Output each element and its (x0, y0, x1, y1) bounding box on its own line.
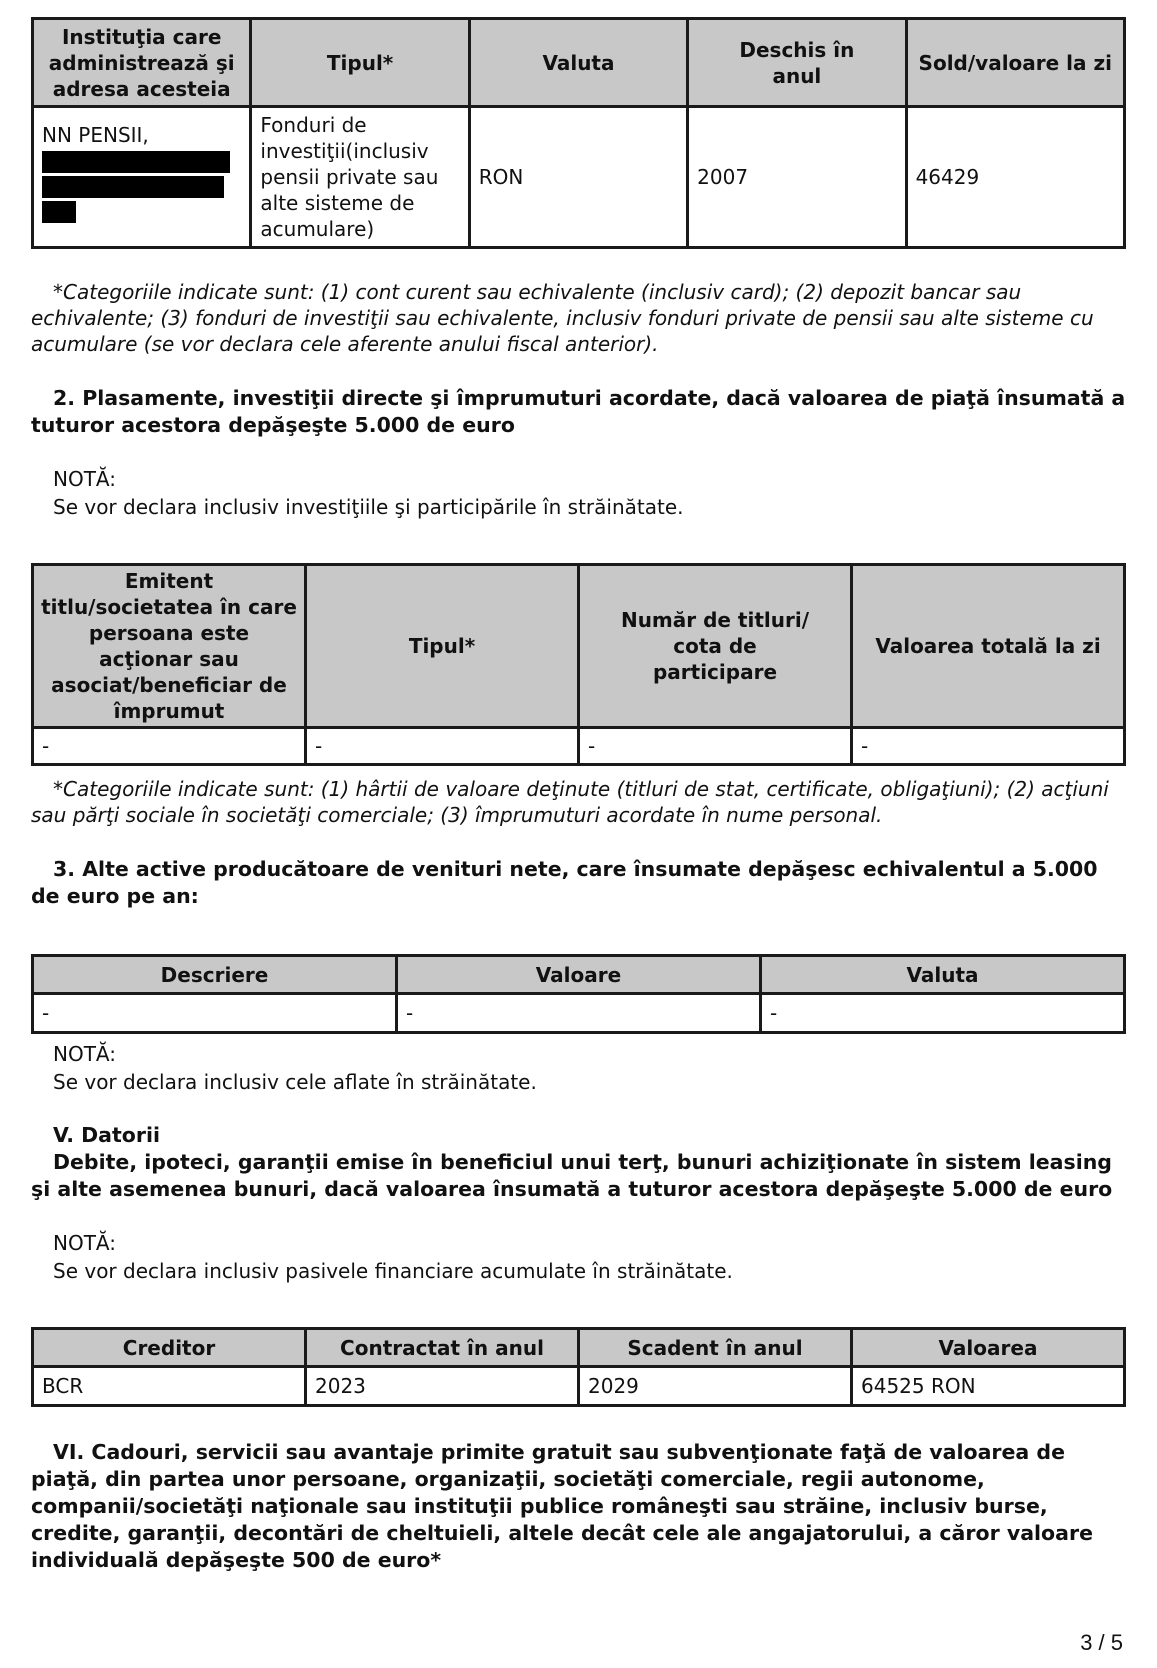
col-opened: Deschis în anul (688, 19, 906, 107)
col-amount: Valoarea (852, 1329, 1125, 1367)
note-label: NOTĂ: (53, 467, 116, 491)
note-text: Se vor declara inclusiv cele aflate în străinătate. (53, 1070, 537, 1094)
cell: - (33, 994, 397, 1033)
cell: - (306, 728, 579, 765)
section-5-heading: Debite, ipoteci, garanţii emise în beneficiul unui terţ, bunuri achiziţionate în sistem leasing şi alte asemenea bunuri, dacă valoarea însumată a tuturor acestora depăşeşte 5.000 de euro (31, 1150, 1113, 1201)
cell: - (761, 994, 1125, 1033)
cell: - (852, 728, 1125, 765)
col-creditor: Creditor (33, 1329, 306, 1367)
cell-amount: 64525 RON (852, 1367, 1125, 1406)
cell-creditor: BCR (33, 1367, 306, 1406)
page-number: 3 / 5 (1080, 1630, 1123, 1655)
footnote-categories-1: *Categoriile indicate sunt: (1) cont curent sau echivalente (inclusiv card); (2) depozit bancar sau echivalente; (3) fonduri de investiţii sau echivalente, inclusiv fonduri private de pensii sau alte sisteme cu acumulare (se vor declara cele aferente anului fiscal anterior). (31, 280, 1094, 356)
other-assets-table (31, 954, 1126, 1034)
col-balance: Sold/valoare la zi (906, 19, 1124, 107)
cell-institution (33, 107, 251, 248)
section-6-heading: VI. Cadouri, servicii sau avantaje primite gratuit sau subvenţionate faţă de valoarea de piaţă, din partea unor persoane, organizaţii, societăţi comerciale, regii autonome, companii/societăţi naţionale sau instituţii publice româneşti sau străine, inclusiv burse, credite, garanţii, decontări de cheltuieli, altele decât cele ale angajatorului, a căror valoare individuală depăşeşte 500 de euro* (31, 1440, 1093, 1572)
cell: - (397, 994, 761, 1033)
table-row (33, 994, 1125, 1033)
note-label: NOTĂ: (53, 1042, 116, 1066)
accounts-table (31, 17, 1126, 249)
table-row (33, 1367, 1125, 1406)
cell: - (33, 728, 306, 765)
declaration-page (31, 17, 1126, 1574)
cell-currency: RON (469, 107, 687, 248)
note-label: NOTĂ: (53, 1231, 116, 1255)
col-contracted: Contractat în anul (306, 1329, 579, 1367)
col-currency: Valuta (761, 956, 1125, 994)
section-2-heading: 2. Plasamente, investiţii directe şi împrumuturi acordate, dacă valoarea de piaţă însumată a tuturor acestora depăşeşte 5.000 de euro (31, 386, 1126, 437)
section-3-heading: 3. Alte active producătoare de venituri nete, care însumate depăşesc echivalentul a 5.000 de euro pe an: (31, 857, 1098, 908)
redacted-bar (42, 176, 224, 198)
note-text: Se vor declara inclusiv pasivele financiare acumulate în străinătate. (53, 1259, 733, 1283)
cell-contracted: 2023 (306, 1367, 579, 1406)
cell-opened: 2007 (688, 107, 906, 248)
investments-table (31, 563, 1126, 766)
redacted-bar (42, 151, 230, 173)
col-due: Scadent în anul (579, 1329, 852, 1367)
col-type: Tipul* (306, 565, 579, 728)
col-issuer: Emitent titlu/societatea în care persoana este acţionar sau asociat/beneficiar de împrumut (33, 565, 306, 728)
cell-due: 2029 (579, 1367, 852, 1406)
section-5-title: V. Datorii (53, 1123, 161, 1147)
cell-type: Fonduri de investiţii(inclusiv pensii private sau alte sisteme de acumulare) (251, 107, 469, 248)
col-total-value: Valoarea totală la zi (852, 565, 1125, 728)
note-text: Se vor declara inclusiv investiţiile şi participările în străinătate. (53, 495, 684, 519)
institution-name: NN PENSII, (42, 123, 149, 147)
col-value: Valoare (397, 956, 761, 994)
redacted-bar (42, 201, 76, 223)
cell: - (579, 728, 852, 765)
col-currency: Valuta (469, 19, 687, 107)
table-row (33, 107, 1125, 248)
cell-balance: 46429 (906, 107, 1124, 248)
col-shares: Număr de titluri/ cota de participare (579, 565, 852, 728)
footnote-categories-2: *Categoriile indicate sunt: (1) hârtii de valoare deţinute (titluri de stat, certificate, obligaţiuni); (2) acţiuni sau părţi sociale în societăţi comerciale; (3) împrumuturi acordate în nume personal. (31, 777, 1109, 827)
col-institution: Instituţia care administrează şi adresa acesteia (33, 19, 251, 107)
table-row (33, 728, 1125, 765)
col-type: Tipul* (251, 19, 469, 107)
col-description: Descriere (33, 956, 397, 994)
debts-table (31, 1327, 1126, 1407)
